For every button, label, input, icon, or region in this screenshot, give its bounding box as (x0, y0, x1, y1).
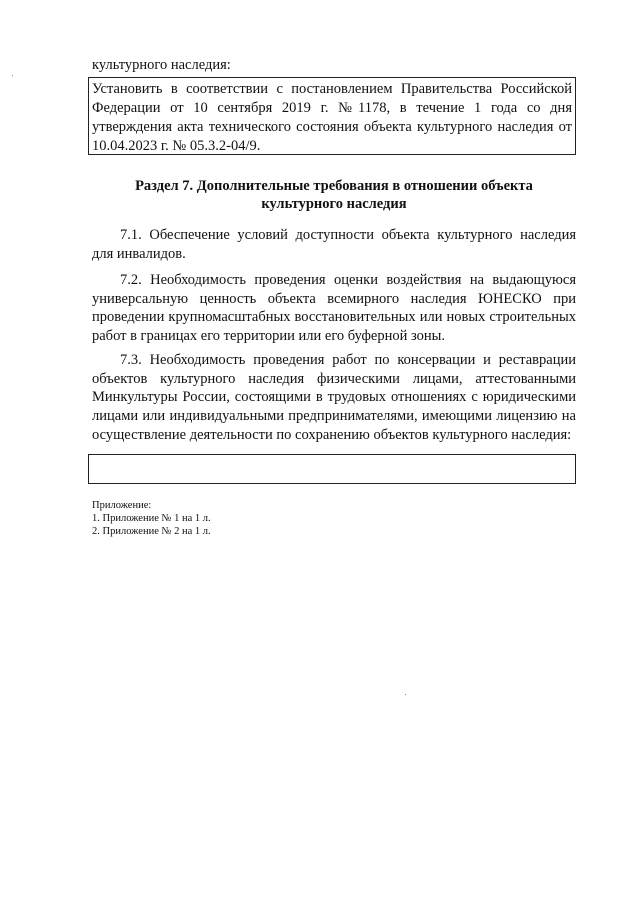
attachment-item-2[interactable]: 2. Приложение № 2 на 1 л. (92, 526, 211, 537)
paragraph-7-3: 7.3. Необходимость проведения работ по консервации и реставрации объектов культурного наследия физическими лицами, аттестованными Минкультуры России, состоящими в трудовых отношениях с юридическими лицами или индивидуальными предпринимателями, имеющими лицензию на осуществление деятельности по сохранению объектов культурного наследия: (92, 352, 576, 443)
scan-speck (405, 694, 406, 695)
section-heading (92, 177, 576, 213)
attachments-title: Приложение: (92, 500, 152, 511)
section-heading-line-1: Раздел 7. Дополнительные требования в отношении объекта (135, 178, 533, 194)
empty-entry-box (88, 454, 576, 484)
attachment-item-1[interactable]: 1. Приложение № 1 на 1 л. (92, 513, 211, 524)
attachments-block (92, 499, 211, 538)
boxed-requirement-text: Установить в соответствии с постановлением Правительства Российской Федерации от 10 сентября 2019 г. №1178, в течение 1 года со дня утверждения акта технического состояния объекта культурного наследия от 10.04.2023 г. № 05.3.2-04/9. (88, 77, 576, 155)
paragraph-7-1: 7.1. Обеспечение условий доступности объекта культурного наследия для инвалидов. (92, 227, 576, 262)
section-heading-line-2: культурного наследия (261, 196, 407, 212)
scan-speck (12, 75, 13, 76)
continuation-text: культурного наследия: (92, 57, 231, 73)
paragraph-7-2: 7.2. Необходимость проведения оценки воздействия на выдающуюся универсальную ценность объекта всемирного наследия ЮНЕСКО при проведении крупномасштабных восстановительных или новых строительных работ в границах его территории или его буферной зоны. (92, 272, 576, 345)
